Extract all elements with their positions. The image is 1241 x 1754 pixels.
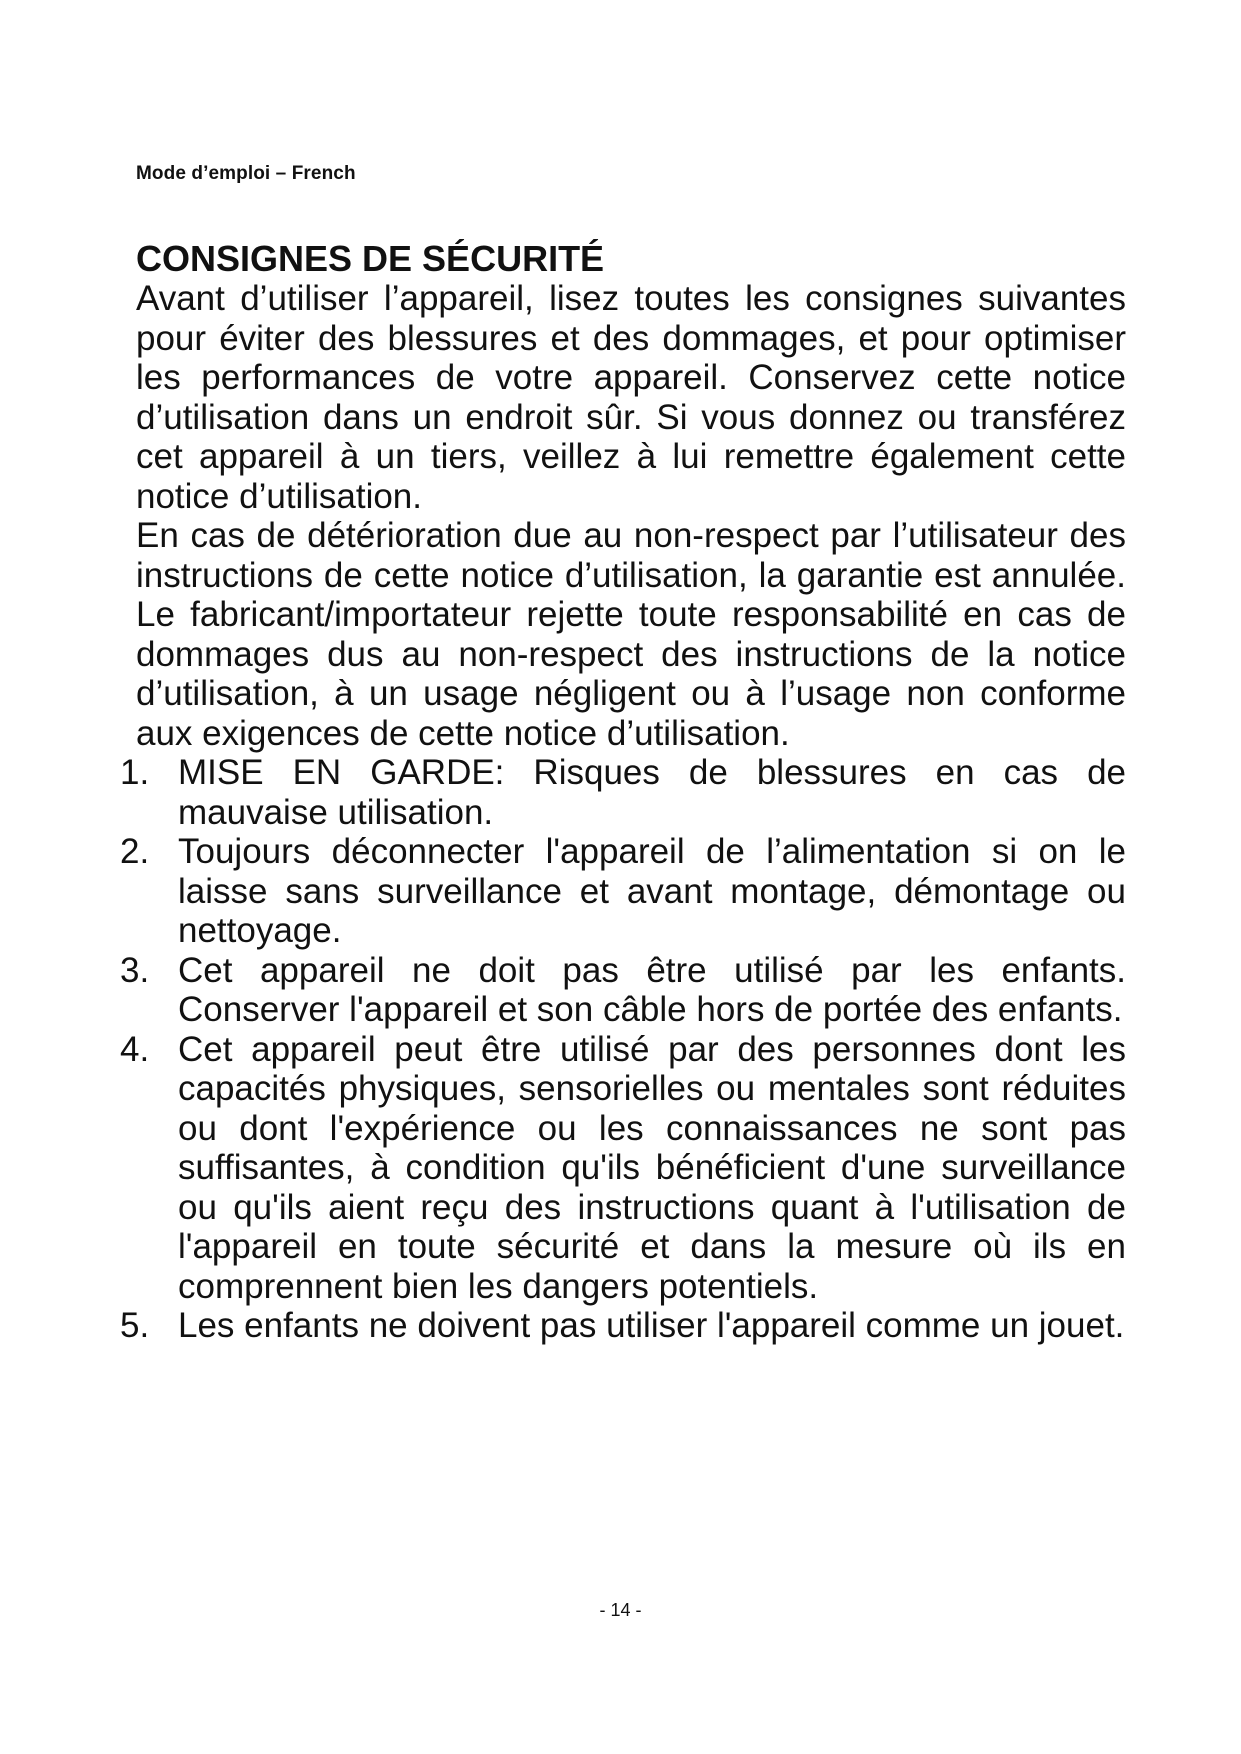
intro-paragraph: Avant d’utiliser l’appareil, lisez toutes les consignes suivantes pour éviter des blessures et des dommages, et pour optimiser les performances de votre appareil. Conservez cette notice d’utilisation dans un endroit sûr. Si vous donnez ou transférez cet appareil à un tiers, veillez à lui remettre également cette notice d’utilisation.	[136, 279, 1126, 516]
list-item-text: MISE EN GARDE: Risques de blessures en cas de mauvaise utilisation.	[178, 753, 1126, 832]
list-item-text: Cet appareil ne doit pas être utilisé par les enfants. Conserver l'appareil et son câble hors de portée des enfants.	[178, 950, 1126, 1029]
list-item-number: 4.	[120, 1029, 150, 1069]
list-item	[120, 1030, 1126, 1307]
safety-instructions-list	[120, 753, 1126, 1346]
list-item-text: Les enfants ne doivent pas utiliser l'appareil comme un jouet.	[178, 1306, 1125, 1345]
list-item	[120, 951, 1126, 1030]
manual-language-label: Mode d’emploi – French	[136, 163, 356, 184]
list-item-number: 2.	[120, 832, 150, 871]
list-item-number: 3.	[120, 950, 150, 990]
list-item	[120, 753, 1126, 832]
section-title: CONSIGNES DE SÉCURITÉ	[136, 238, 605, 279]
list-item-number: 5.	[120, 1306, 150, 1345]
list-item	[120, 832, 1126, 951]
list-item-text: Cet appareil peut être utilisé par des personnes dont les capacités physiques, sensorielles ou mentales sont réduites ou dont l'expérience ou les connaissances ne sont pas suffisantes, à condition qu'ils bénéficient d'une surveillance ou qu'ils aient reçu des instructions quant à l'utilisation de l'appareil en toute sécurité et dans la mesure où ils en comprennent bien les dangers potentiels.	[178, 1029, 1126, 1306]
page-number: - 14 -	[599, 1600, 642, 1620]
safety-section	[120, 238, 1126, 1346]
list-item-text: Toujours déconnecter l'appareil de l’alimentation si on le laisse sans surveillance et avant montage, démontage ou nettoyage.	[178, 832, 1126, 950]
list-item	[120, 1306, 1126, 1346]
list-item-number: 1.	[120, 753, 150, 792]
warranty-paragraph: En cas de détérioration due au non-respect par l’utilisateur des instructions de cette notice d’utilisation, la garantie est annulée. Le fabricant/importateur rejette toute responsabilité en cas de dommages dus au non-respect des instructions de la notice d’utilisation, à un usage négligent ou à l’usage non conforme aux exigences de cette notice d’utilisation.	[136, 516, 1126, 753]
